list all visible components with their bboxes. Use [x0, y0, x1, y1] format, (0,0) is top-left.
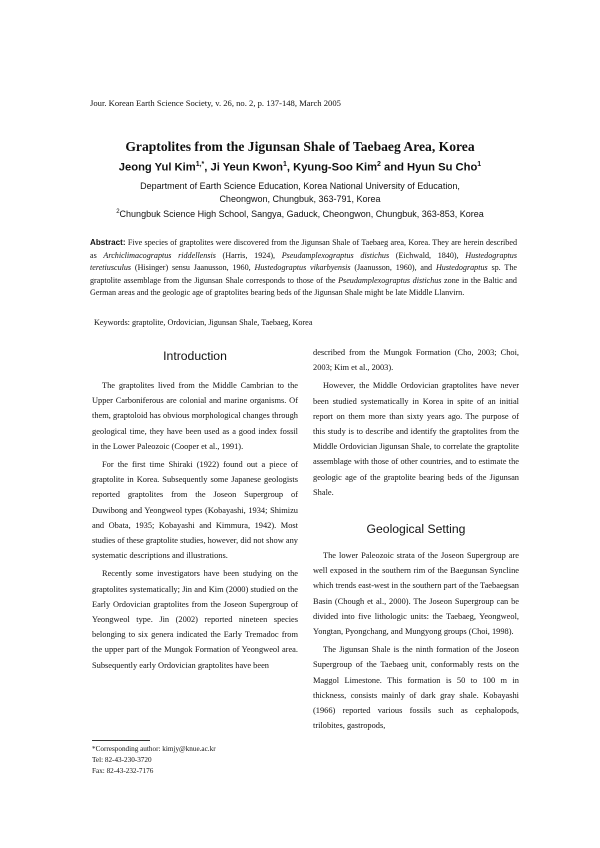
journal-citation: Jour. Korean Earth Science Society, v. 26, no. 2, p. 137-148, March 2005 [90, 98, 341, 108]
paper-title: Graptolites from the Jigunsan Shale of Taebaeg Area, Korea [125, 139, 475, 154]
footnote [92, 744, 216, 776]
footnote-divider [92, 740, 150, 741]
species-name: Pseudamplexograptus distichus [281, 250, 390, 260]
paragraph: described from the Mungok Formation (Cho, 2003; Choi, 2003; Kim et al., 2003). [313, 348, 519, 373]
paragraph: The graptolites lived from the Middle Cambrian to the Upper Carboniferous are colonial and marine organisms. Of them, graptoloid has obvious morphological changes through geological time, they have been used as a good index fossil in the Lower Paleozoic (Cooper et al., 1991). [92, 381, 298, 451]
abstract-text: (Jaanusson, 1960), and [350, 263, 436, 272]
right-column [313, 345, 519, 500]
author-separator: , [204, 161, 211, 174]
abstract-text: sp. The graptolite assemblage from the Jigunsan Shale corresponds to those of the [90, 263, 517, 285]
species-name: Hustedograptus [435, 263, 488, 272]
author-name: Jeong Yul Kim [118, 161, 196, 174]
affiliation-text: Chungbuk Science High School, Sangya, Gaduck, Cheongwon, Chungbuk, 363-853, Korea [119, 209, 484, 219]
author-affiliation-mark: 2 [377, 161, 381, 168]
footnote-line: *Corresponding author: kimjy@knue.ac.kr [92, 745, 216, 753]
species-name: Hustedograptus vikarbyensis [254, 263, 351, 272]
abstract-text: (Eichwald, 1840), [389, 250, 466, 260]
author-name: Kyung-Soo Kim [293, 161, 378, 174]
affiliation-line [0, 206, 600, 221]
author-list [0, 161, 600, 174]
affiliation-line: Cheongwon, Chungbuk, 363-791, Korea [219, 194, 381, 204]
author-affiliation-mark: 1,* [195, 161, 205, 168]
section-heading-geological-setting: Geological Setting [366, 522, 466, 536]
abstract-text: (Hisinger) sensu Jaanusson, 1960, [131, 263, 255, 272]
keywords: Keywords: graptolite, Ordovician, Jigunsan Shale, Taebaeg, Korea [94, 318, 313, 327]
author-separator: and [380, 161, 408, 174]
paragraph: Recently some investigators have been studying on the graptolites systematically; Jin and Kim (2000) studied on the Early Ordovician graptolites from the Joseon Supergroup of Yeongweol type. Jin (2002) reported nineteen species belonging to six genera indicated the Early Tremadoc from the upper part of the Mungok Formation of Yeongweol area. Subsequently early Ordovician graptolites have been [92, 569, 298, 670]
species-name: Archiclimacograptus riddellensis [103, 250, 216, 260]
footnote-line: Tel: 82-43-230-3720 [92, 755, 152, 764]
paragraph: However, the Middle Ordovician graptolites have never been studied systematically in Korea in spite of an initial report on them more than sixty years ago. The purpose of this study is to describe and identify the graptolites from the Middle Ordovician Jigunsan Shale, to correlate the graptolite assemblage with those of other countries, and to estimate the geologic age of the graptolite bearing beds of the Jigunsan Shale. [313, 381, 519, 497]
abstract-text: zone in the Baltic and German areas and the geologic age of graptolites bearing beds of the Jigunsan Shale might be late Middle Llanvirn. [90, 275, 517, 297]
paragraph: The lower Paleozoic strata of the Joseon Supergroup are well exposed in the southern rim of the Baegunsan Syncline which trends east-west in the southern part of the Taebaegsan Basin (Chough et al., 2000). The Joseon Supergroup can be divided into five lithologic units: the Taebaeg, Yeongweol, Yongtan, Pyongchang, and Mungyong groups (Choi, 1998). [313, 551, 519, 637]
author-affiliation-mark: 1 [283, 161, 287, 168]
right-column-geology [313, 548, 519, 733]
paragraph: The Jigunsan Shale is the ninth formation of the Joseon Supergroup of the Taebaeg unit, conformably rests on the Maggol Limestone. This formation is 50 to 100 m in thickness, consists mainly of dark gray shale. Kobayashi (1966) reported various fossils such as cephalopods, trilobites, gastropods, [313, 645, 519, 731]
abstract-text: (Harris, 1924), [215, 250, 282, 260]
author-affiliation-mark: 1 [477, 161, 482, 168]
left-column [92, 378, 298, 673]
abstract-text: Five species of graptolites were discovered from the Jigunsan Shale of Taebaeg area, Korea. They are herein described as [90, 238, 517, 260]
abstract [90, 237, 517, 300]
species-name: Pseudamplexograptus distichus [338, 275, 442, 285]
affiliation-line: Department of Earth Science Education, Korea National University of Education, [140, 181, 460, 191]
affiliation-mark: 2 [116, 209, 120, 215]
abstract-label: Abstract: [90, 238, 126, 247]
author-separator: , [286, 161, 294, 174]
author-name: Hyun Su Cho [407, 161, 478, 174]
paragraph: For the first time Shiraki (1922) found out a piece of graptolite in Korea. Subsequently some Japanese geologists reported graptolites from the Joseon Supergroup of Duwibong and Yeongweol types (Kobayashi, 1934; Shimizu and Obata, 1935; Kobayashi and Kimmura, 1942). Most studies of these graptolite studies, however, did not show any systematic descriptions and illustrations. [92, 460, 298, 561]
footnote-line: Fax: 82-43-232-7176 [92, 766, 154, 775]
section-heading-introduction: Introduction [163, 349, 227, 363]
author-name: Ji Yeun Kwon [210, 161, 283, 174]
species-name: Hustedograptus teretiusculus [90, 250, 517, 272]
